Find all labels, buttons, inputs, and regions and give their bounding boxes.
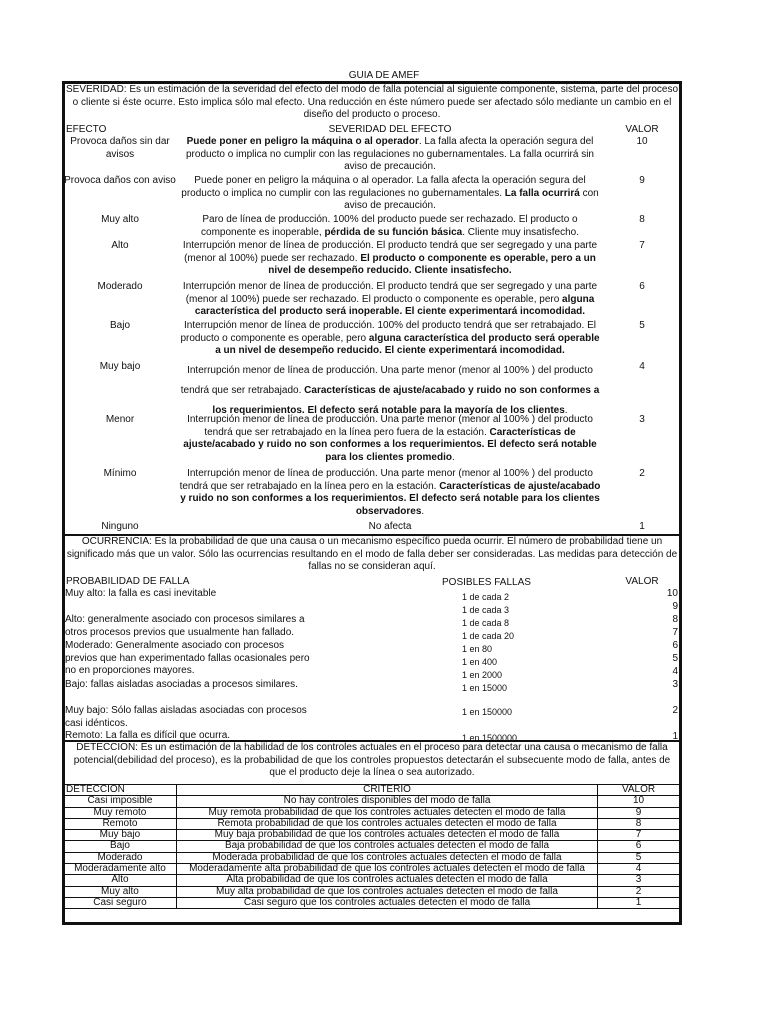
- occurrence-value: 4: [672, 666, 678, 677]
- possible-failure-item: 1 en 150000: [462, 707, 513, 717]
- detection-row: [64, 897, 680, 908]
- detection-criteria: Muy remota probabilidad de que los controles actuales detecten el modo de falla: [176, 807, 597, 818]
- detection-level: Moderadamente alto: [64, 864, 177, 875]
- severity-description-part: El producto o componente es operable, pero a un nivel de desempeño reducido. Cliente insatisfecho.: [268, 252, 596, 277]
- detection-value: 9: [598, 807, 680, 818]
- severity-description-part: Características de ajuste/acabado y ruido no son conformes a los requerimientos. El defecto será notable para los clientes promedio: [183, 426, 597, 463]
- severity-description: [178, 175, 602, 213]
- severity-description-part: Interrupción menor de línea de producción. Una parte menor (menor al 100% ) del producto tendrá que ser retrabajado.: [180, 365, 593, 396]
- effect-header: EFECTO: [66, 124, 107, 135]
- possible-failure-item: 1 en 400: [462, 657, 498, 667]
- severity-effect-name: Bajo: [109, 320, 130, 331]
- possible-failure-item: 1 en 2000: [462, 670, 503, 680]
- detection-level: Remoto: [64, 818, 177, 829]
- detection-row: [64, 864, 680, 875]
- severity-value: 1: [639, 521, 645, 532]
- detection-level: Alto: [64, 875, 177, 886]
- probability-item: Moderado: Generalmente asociado con procesos previos que han experimentado fallas ocasionales pero no en proporciones mayores.: [65, 640, 310, 677]
- detection-value: 7: [598, 830, 680, 841]
- detection-value: 5: [598, 852, 680, 863]
- severity-description-part: Interrupción menor de línea de producción. Una parte menor (menor al 100% ) del producto tendrá que ser retrabajado en la línea pero en la estación.: [179, 468, 593, 492]
- severity-description: [178, 240, 602, 278]
- severity-description-part: No afecta: [368, 521, 412, 532]
- severity-description-part: con aviso de precaución.: [344, 187, 599, 212]
- severity-value: 9: [639, 175, 645, 186]
- severity-description: [178, 281, 602, 319]
- possible-failure-item: 1 de cada 3: [462, 605, 510, 615]
- severity-description: [178, 468, 602, 518]
- detection-criteria: Remota probabilidad de que los controles actuales detecten el modo de falla: [176, 818, 597, 829]
- severity-value: 10: [636, 136, 648, 147]
- detection-intro: DETECCION: Es un estimación de la habilidad de los controles actuales en el proceso para detectar una causa o mecanismo de falla potencial(debilidad del proceso), es la probabilidad de que los controles propuestos detectarán el subsecuente modo de falla, antes de que el producto deje la línea o sea autorizado.: [73, 742, 671, 779]
- detection-row: [64, 875, 680, 886]
- severity-value: 7: [639, 240, 645, 251]
- possible-failure-item: 1 de cada 8: [462, 618, 510, 628]
- detection-criteria: No hay controles disponibles del modo de falla: [176, 796, 597, 807]
- detection-level: Muy alto: [64, 886, 177, 897]
- detection-criteria: Muy alta probabilidad de que los controles actuales detecten el modo de falla: [176, 886, 597, 897]
- severity-description-part: Interrupción menor de línea de producción. El producto tendrá que ser segregado y una parte (menor al 100%) puede ser rechazado. El producto o componente es operable, pero: [182, 281, 598, 305]
- severity-description: [178, 414, 602, 464]
- detection-value: 6: [598, 841, 680, 852]
- severity-description-part: Características de ajuste/acabado y ruido no son conformes a los requerimientos. El defecto será notable para los clientes observadores: [180, 480, 601, 517]
- detection-row: [64, 830, 680, 841]
- occurrence-value: 1: [672, 731, 678, 742]
- detection-row: [64, 796, 680, 807]
- possible-failure-item: 1 en 15000: [462, 683, 508, 693]
- severity-effect-name: Mínimo: [103, 468, 137, 479]
- detection-value: 4: [598, 864, 680, 875]
- detection-criteria: Baja probabilidad de que los controles actuales detecten el modo de falla: [176, 841, 597, 852]
- severity-description-part: pérdida de su función básica: [324, 226, 463, 238]
- detection-level: Casi seguro: [64, 897, 177, 908]
- detection-criteria: Muy baja probabilidad de que los controles actuales detecten el modo de falla: [176, 830, 597, 841]
- possible-failure-item: 1 de cada 2: [462, 592, 510, 602]
- probability-item: Muy alto: la falla es casi inevitable: [65, 588, 217, 599]
- severity-intro: SEVERIDAD: Es un estimación de la severidad del efecto del modo de falla potencial al siguiente componente, sistema, parte del proceso o cliente si éste ocurre. Esto implica sólo mal efecto. Una reducción en éste número puede ser afectado sólo mediante un cambio en el diseño del producto o proceso.: [66, 84, 679, 121]
- severity-effect-name: Alto: [111, 240, 129, 251]
- detection-criteria: Casi seguro que los controles actuales detecten el modo de falla: [176, 897, 597, 908]
- severity-effect-name: Muy alto: [101, 214, 139, 225]
- criteria-header: CRITERIO: [176, 785, 597, 796]
- detection-value: 8: [598, 818, 680, 829]
- severity-description-part: . La falla afecta la operación segura del producto o implica no cumplir con las regulaciones no gubernamentales. La falla ocurrirá sin aviso de precaución.: [186, 136, 594, 173]
- detection-criteria: Moderada probabilidad de que los controles actuales detecten el modo de falla: [176, 852, 597, 863]
- detection-header-row: [64, 785, 680, 796]
- severity-description: [178, 214, 602, 239]
- possible-failure-item: 1 en 80: [462, 644, 493, 654]
- detection-level: Muy remoto: [64, 807, 177, 818]
- severity-value: 2: [639, 468, 645, 479]
- occurrence-intro: OCURRENCIA: Es la probabilidad de que una causa o un mecanismo específico pueda ocurrir. El número de probabilidad tiene un significado más que un valor. Sólo las ocurrencias resultando en el modo de falla deber ser consideradas. Las medidas para detección de fallas no se consideran aquí.: [66, 536, 678, 573]
- severity-effect-name: Menor: [105, 414, 135, 425]
- severity-effect-header: SEVERIDAD DEL EFECTO: [328, 124, 452, 135]
- possible-failure-item: 1 en 1500000: [462, 733, 518, 743]
- severity-description-part: Puede poner en peligro la máquina o al operador: [186, 136, 419, 147]
- severity-description-part: alguna característica del producto será inoperable. El ciente experimentará incomodidad.: [194, 293, 595, 318]
- detection-level: Moderado: [64, 852, 177, 863]
- detection-level: Bajo: [64, 841, 177, 852]
- occurrence-value-header: VALOR: [625, 576, 659, 587]
- detection-value: 10: [598, 796, 680, 807]
- possible-failure-item: 1 de cada 20: [462, 631, 515, 641]
- severity-effect-name: Ninguno: [101, 521, 139, 532]
- severity-description-part: Puede poner en peligro la máquina o al operador. La falla afecta la operación segura del producto o implica no cumplir con las regulaciones no gubernamentales.: [181, 175, 586, 199]
- detection-row: [64, 807, 680, 818]
- severity-value: 8: [639, 214, 645, 225]
- severity-description-part: La falla ocurrirá: [504, 187, 580, 199]
- detection-row: [64, 886, 680, 897]
- occurrence-value: 6: [672, 640, 678, 651]
- severity-effect-name: Provoca daños sin dar avisos: [70, 136, 170, 160]
- probability-header: PROBABILIDAD DE FALLA: [66, 576, 190, 587]
- occurrence-value: 8: [672, 614, 678, 625]
- detection-value: 1: [598, 897, 680, 908]
- detection-level: Casi imposible: [64, 796, 177, 807]
- possible-failures-header: POSIBLES FALLAS: [442, 577, 531, 588]
- severity-value: 5: [639, 320, 645, 331]
- severity-description-part: .: [451, 451, 455, 463]
- severity-description-part: Interrupción menor de línea de producción. 100% del producto tendrá que ser retrabajado. El producto o componente es operable, pero: [180, 320, 596, 344]
- probability-item: Alto: generalmente asociado con procesos similares a otros procesos previos que usualmente han fallado.: [65, 614, 305, 638]
- detection-criteria: Alta probabilidad de que los controles actuales detecten el modo de falla: [176, 875, 597, 886]
- occurrence-value: 2: [672, 705, 678, 716]
- severity-description: [178, 320, 602, 358]
- occurrence-value: 3: [672, 679, 678, 690]
- probability-item: Muy bajo: Sólo fallas aisladas asociadas con procesos casi idénticos.: [65, 705, 307, 729]
- occurrence-value: 5: [672, 653, 678, 664]
- detection-row: [64, 852, 680, 863]
- detection-row: [64, 841, 680, 852]
- severity-value: 3: [639, 414, 645, 425]
- severity-description-part: Características de ajuste/acabado y ruido no son conformes a los requerimientos. El defecto será notable para la mayoría de los clientes: [212, 385, 600, 416]
- value-header: VALOR: [625, 124, 659, 135]
- detection-table: [63, 784, 680, 909]
- detection-level: Muy bajo: [64, 830, 177, 841]
- severity-value: 6: [639, 281, 645, 292]
- severity-description: [178, 521, 602, 534]
- occurrence-value: 10: [666, 588, 678, 599]
- document-title: GUIA DE AMEF: [348, 70, 420, 81]
- severity-description-part: alguna característica del producto será operable a un nivel de desempeño reducido. El ciente experimentará incomodidad.: [215, 332, 600, 357]
- detection-row: [64, 818, 680, 829]
- occurrence-value: 9: [672, 601, 678, 612]
- severity-effect-name: Provoca daños con aviso: [64, 175, 176, 186]
- severity-effect-name: Muy bajo: [99, 361, 141, 372]
- probability-item: Bajo: fallas aisladas asociadas a procesos similares.: [65, 679, 298, 690]
- detection-header: DETECCION: [64, 785, 177, 796]
- severity-value: 4: [639, 361, 645, 372]
- severity-effect-name: Moderado: [97, 281, 143, 292]
- severity-description-part: .: [421, 505, 425, 517]
- severity-description-part: Interrupción menor de línea de producción. Una parte menor (menor al 100% ) del producto tendrá que ser retrabajado en la línea pero fuera de la estación.: [187, 414, 593, 438]
- severity-description-part: Interrupción menor de línea de producción. El producto tendrá que ser segregado y una parte (menor al 100%) puede ser rechazado.: [182, 240, 598, 264]
- detection-value: 2: [598, 886, 680, 897]
- detection-criteria: Moderadamente alta probabilidad de que los controles actuales detecten el modo de falla: [176, 864, 597, 875]
- severity-description-part: . Cliente muy insatisfecho.: [462, 226, 579, 238]
- severity-description-part: .: [564, 405, 568, 416]
- severity-description: [178, 136, 602, 174]
- severity-description: [178, 361, 602, 421]
- severity-description-part: Paro de línea de producción. 100% del producto puede ser rechazado. El producto o componente es inoperable,: [201, 214, 578, 238]
- occurrence-value: 7: [672, 627, 678, 638]
- probability-item: Remoto: La falla es difícil que ocurra.: [65, 730, 231, 741]
- detection-value-header: VALOR: [598, 785, 680, 796]
- detection-value: 3: [598, 875, 680, 886]
